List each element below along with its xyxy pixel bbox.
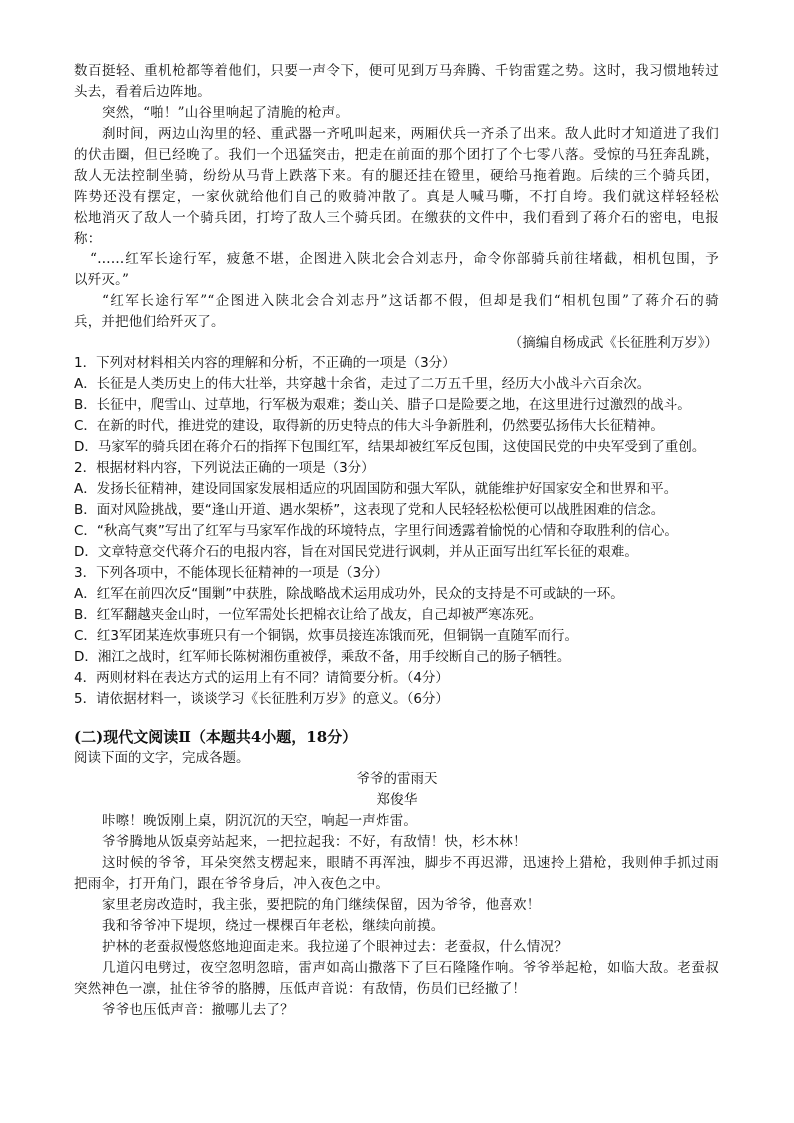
story-line: 家里老房改造时，我主张，要把院的角门继续保留，因为爷爷，他喜欢！ <box>102 897 541 913</box>
question-line: 3．下列各项中，不能体现长征精神的一项是（3分） <box>74 565 389 581</box>
question-option: D．马家军的骑兵团在蒋介石的指挥下包围红军，结果却被红军反包围，这使国民党的中央军受到了重创。 <box>74 439 706 455</box>
question-line: 5．请依据材料一，谈谈学习《长征胜利万岁》的意义。（6分） <box>74 691 449 707</box>
story-line: 我和爷爷冲下堤坝，绕过一棵棵百年老松，继续向前摸。 <box>102 918 445 934</box>
section-heading: (二)现代文阅读Ⅱ（本题共4小题，18分） <box>74 728 358 746</box>
story-author: 郑俊华 <box>376 792 418 808</box>
question-option: D．湘江之战时，红军师长陈树湘伤重被俘，乘敌不备，用手绞断自己的肠子牺牲。 <box>74 649 571 665</box>
story-line: 突然神色一凛，扯住爷爷的胳膊，压低声音说：有敌情，伤员们已经撤了！ <box>74 981 527 997</box>
question-option: C．红3军团某连炊事班只有一个铜锅，炊事员接连冻饿而死，但铜锅一直随军而行。 <box>74 628 579 644</box>
question-option: B．面对风险挑战，要“逢山开道、遇水架桥”，这表现了党和人民轻轻松松便可以战胜困难的信念。 <box>74 502 665 518</box>
question-option: A．发扬长征精神，建设同国家发展相适应的巩固国防和强大军队，就能维护好国家安全和世界和平。 <box>74 481 678 497</box>
story-line: 几道闪电劈过，夜空忽明忽暗，雷声如高山撒落下了巨石隆隆作响。爷爷举起枪，如临大敌。老蚕叔 <box>102 960 719 976</box>
story-line: 把雨伞，打开角门，跟在爷爷身后，冲入夜色之中。 <box>74 876 390 892</box>
question-option: A．红军在前四次反“围剿”中获胜，除战略战术运用成功外，民众的支持是不可或缺的一环。 <box>74 586 624 602</box>
section-instruction: 阅读下面的文字，完成各题。 <box>74 750 250 766</box>
passage-line: 称： <box>74 231 102 247</box>
story-line: 护林的老蚕叔慢悠悠地迎面走来。我拉递了个眼神过去：老蚕叔，什么情况？ <box>102 939 568 955</box>
passage-line: 松地消灭了敌人一个骑兵团，打垮了敌人三个骑兵团。在缴获的文件中，我们看到了蒋介石的密电，电报 <box>74 210 719 226</box>
passage-line: 兵，并把他们给歼灭了。 <box>74 314 225 330</box>
passage-line: 的伏击圈，但已经晚了。我们一个迅猛突击，把走在前面的那个团打了个七零八落。受惊的马狂奔乱跳， <box>74 147 719 163</box>
question-option: B．长征中，爬雪山、过草地，行军极为艰难；娄山关、腊子口是险要之地，在这里进行过激烈的战斗。 <box>74 397 691 413</box>
passage-line: 数百挺轻、重机枪都等着他们，只要一声令下，便可见到万马奔腾、千钧雷霆之势。这时，我习惯地转过 <box>74 63 719 79</box>
story-title: 爷爷的雷雨天 <box>356 771 438 787</box>
question-line: 1．下列对材料相关内容的理解和分析，不正确的一项是（3分） <box>74 355 456 371</box>
passage-line: 突然，“啪！”山谷里响起了清脆的枪声。 <box>102 105 350 121</box>
passage-line: 敌人无法控制坐骑，纷纷从马背上跌落下来。有的腿还挂在镫里，硬给马拖着跑。后续的三个骑兵团， <box>74 168 719 184</box>
passage-source: （摘编自杨成武《长征胜利万岁》） <box>508 335 718 351</box>
passage-line: 阵势还没有摆定，一家伙就给他们自己的败骑冲散了。真是人喊马嘶，不打自垮。我们就这样轻轻松 <box>74 189 719 205</box>
question-option: D．文章特意交代蒋介石的电报内容，旨在对国民党进行讽刺，并从正面写出红军长征的艰难。 <box>74 544 638 560</box>
question-option: A．长征是人类历史上的伟大壮举，共穿越十余省，走过了二万五千里，经历大小战斗六百余次。 <box>74 376 651 392</box>
story-line: 咔嚓！晚饭刚上桌，阴沉沉的天空，响起一声炸雷。 <box>102 813 418 829</box>
question-option: C．“秋高气爽”写出了红军与马家军作战的环境特点，字里行间透露着愉悦的心情和夺取胜利的信心。 <box>74 523 678 539</box>
story-line: 这时候的爷爷，耳朵突然支楞起来，眼睛不再浑浊，脚步不再迟滞，迅速拎上猎枪，我则伸手抓过雨 <box>102 855 719 871</box>
question-option: B．红军翻越夹金山时，一位军需处长把棉衣让给了战友，自己却被严寒冻死。 <box>74 607 543 623</box>
passage-line: 以歼灭。” <box>74 272 130 288</box>
story-line: 爷爷腾地从饭桌旁站起来，一把拉起我：不好，有敌情！快，杉木林！ <box>102 834 527 850</box>
story-line: 爷爷也压低声音：撤哪儿去了？ <box>102 1002 294 1018</box>
question-line: 4．两则材料在表达方式的运用上有不同？请简要分析。（4分） <box>74 670 449 686</box>
question-line: 2．根据材料内容，下列说法正确的一项是（3分） <box>74 460 375 476</box>
passage-line: “……红军长途行军，疲惫不堪，企图进入陕北会合刘志丹，命令你部骑兵前往堵截，相机包围，予 <box>90 251 719 267</box>
passage-line: 刹时间，两边山沟里的轻、重武器一齐吼叫起来，两厢伏兵一齐杀了出来。敌人此时才知道进了我们 <box>102 126 719 142</box>
question-option: C．在新的时代，推进党的建设，取得新的历史特点的伟大斗争新胜利，仍然要弘扬伟大长征精神。 <box>74 418 664 434</box>
passage-line: 头去，看着后边阵地。 <box>74 84 211 100</box>
passage-line: “红军长途行军”“企图进入陕北会合刘志丹”这话都不假，但却是我们“相机包围”了蒋介石的骑 <box>102 293 719 309</box>
